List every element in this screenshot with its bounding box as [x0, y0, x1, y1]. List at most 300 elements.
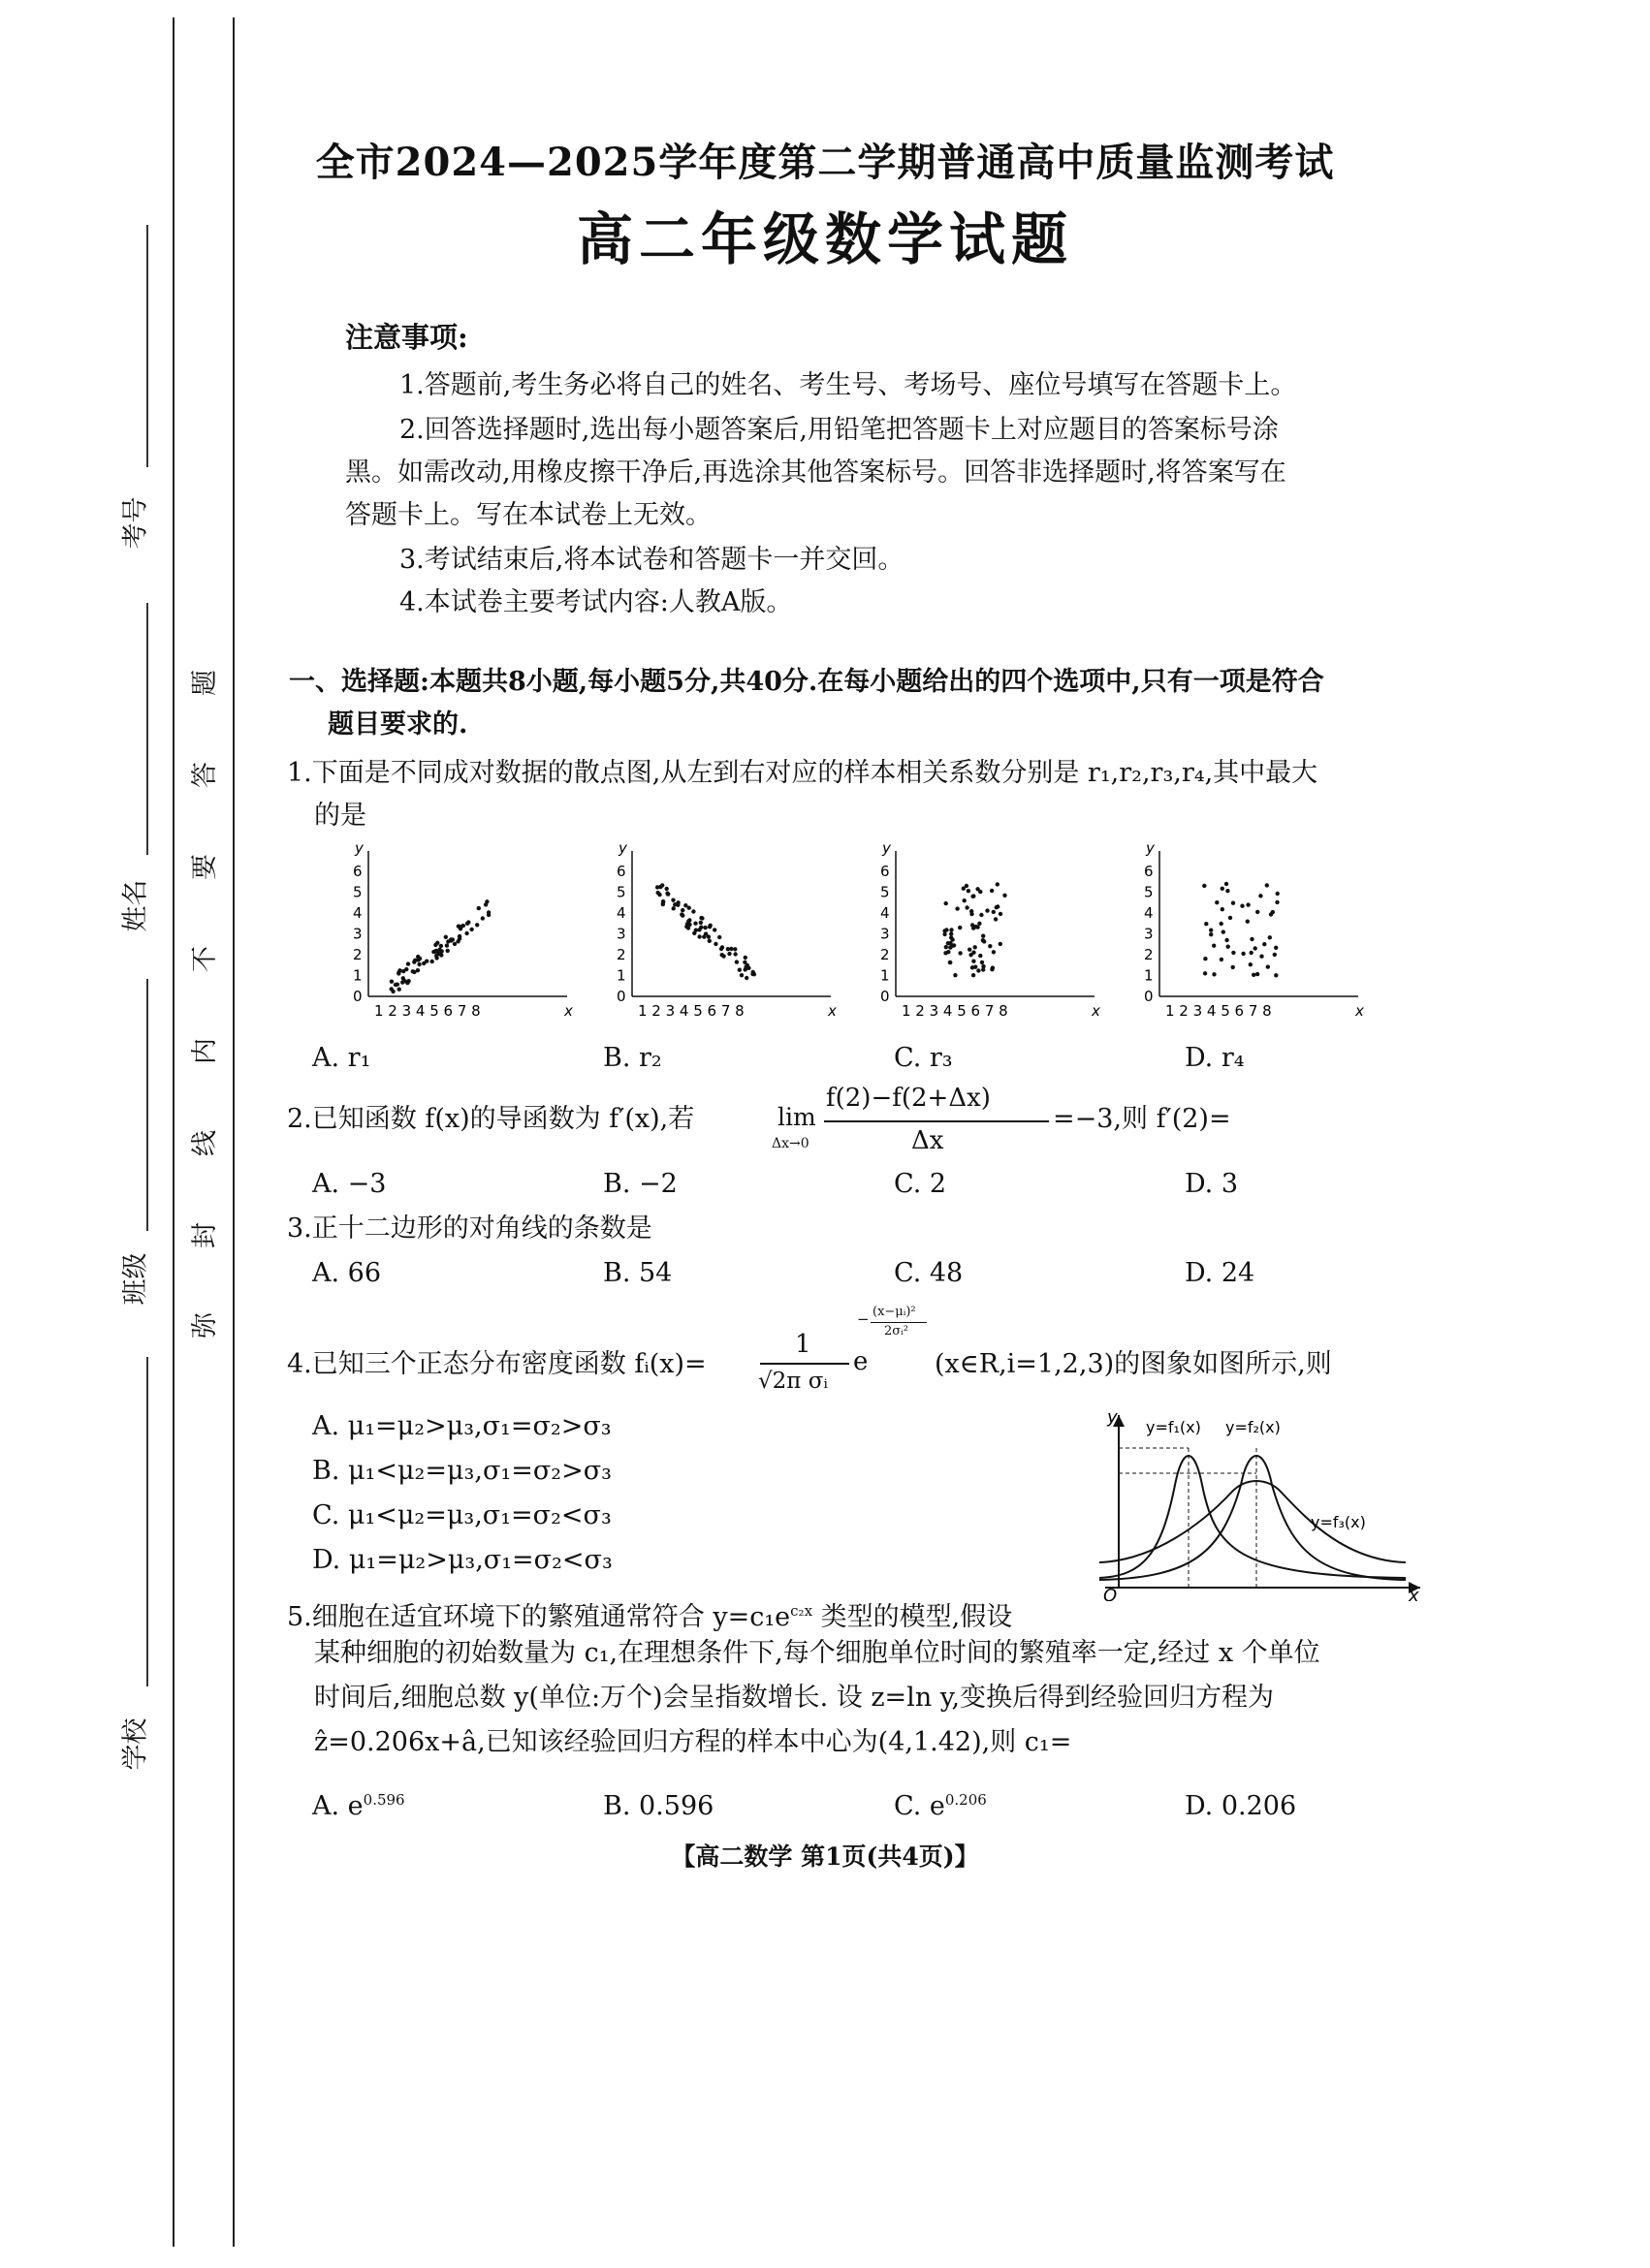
seal-char: 线 — [190, 1130, 220, 1156]
scatter-point — [397, 968, 401, 972]
scatter-point — [1249, 962, 1253, 966]
q5-line1-pre: 5.细胞在适宜环境下的繁殖通常符合 y=c₁e — [287, 1602, 791, 1632]
scatter-point — [1225, 889, 1229, 893]
margin-line-right — [233, 17, 235, 2247]
notice-line: 答题卡上。写在本试卷上无效。 — [345, 500, 712, 530]
page-footer: 【高二数学 第1页(共4页)】 — [671, 1843, 979, 1871]
scatter-point — [1266, 964, 1270, 968]
scatter-point — [422, 961, 426, 965]
scatter-point — [946, 950, 950, 954]
scatter-point — [396, 983, 399, 987]
q3-stem: 3.正十二边形的对角线的条数是 — [287, 1213, 652, 1244]
q2-fraction-bar — [824, 1120, 1049, 1122]
scatter-point — [1246, 902, 1250, 906]
scatter-point — [944, 901, 948, 905]
scatter-point — [1231, 965, 1235, 969]
label-kaohao: 考号 — [120, 496, 151, 550]
q4-label-f1: y=f₁(x) — [1146, 1418, 1201, 1436]
scatter-point — [699, 921, 703, 925]
scatter-point — [999, 942, 1002, 946]
scatter-point — [719, 947, 723, 951]
scatter-point — [968, 953, 972, 957]
scatter-point — [457, 925, 460, 929]
scatter-point — [1002, 894, 1006, 898]
scatter-point — [1203, 957, 1207, 961]
q3-option-d[interactable]: D. 24 — [1185, 1258, 1255, 1288]
scatter-point — [727, 952, 731, 956]
scatter-ytick-label: 5 — [353, 883, 363, 901]
scatter-point — [971, 894, 975, 898]
q5-option-c-label: C. e — [894, 1791, 945, 1821]
scatter-point — [671, 898, 675, 902]
scatter-point — [446, 949, 450, 953]
scatter-point — [949, 928, 953, 931]
scatter-point — [691, 909, 695, 913]
notice-line: 3.考试结束后,将本试卷和答题卡一并交回。 — [399, 545, 904, 575]
q2-lim: lim — [777, 1103, 816, 1131]
q5-option-d[interactable] — [1185, 1791, 1296, 1821]
scatter-point — [746, 966, 750, 970]
scatter-axis-y-label: y — [619, 839, 627, 857]
scatter-ytick-label: 4 — [353, 904, 363, 922]
scatter-point — [405, 981, 409, 985]
scatter-point — [1202, 884, 1206, 888]
scatter-point — [963, 898, 967, 902]
q2-stem-prefix: 2.已知函数 f(x)的导函数为 f′(x),若 — [287, 1104, 695, 1134]
scatter-point — [449, 937, 453, 941]
scatter-point — [656, 891, 660, 895]
q4-axis-x-label: x — [1409, 1586, 1419, 1601]
scatter-point — [729, 947, 733, 951]
scatter-point — [973, 965, 977, 969]
scatter-point — [968, 948, 971, 952]
notice-line: 4.本试卷主要考试内容:人教A版。 — [399, 587, 793, 617]
scatter-plot-1 — [353, 839, 573, 1020]
scatter-point — [976, 968, 980, 972]
scatter-point — [1220, 922, 1223, 926]
scatter-point — [700, 916, 704, 920]
scatter-point — [744, 956, 747, 960]
scatter-point — [461, 924, 465, 928]
notice-line: 1.答题前,考生务必将自己的姓名、考生号、考场号、座位号填写在答题卡上。 — [399, 370, 1297, 400]
scatter-point — [717, 935, 721, 939]
scatter-point — [988, 944, 992, 948]
label-banji: 班级 — [120, 1252, 151, 1306]
margin-line-left — [173, 17, 175, 2247]
scatter-point — [992, 950, 996, 954]
scatter-point — [1224, 938, 1228, 942]
exam-subtitle: 高二年级数学试题 — [576, 206, 1073, 272]
q4-option-c[interactable]: C. μ₁<μ₂=μ₃,σ₁=σ₂<σ₃ — [312, 1500, 612, 1530]
scatter-point — [979, 913, 983, 917]
scatter-point — [950, 943, 954, 947]
scatter-point — [1253, 946, 1257, 950]
scatter-point — [1255, 972, 1259, 976]
scatter-point — [686, 919, 690, 923]
scatter-point — [693, 922, 697, 926]
scatter-point — [991, 965, 995, 969]
q1-scatter-plots — [330, 839, 1377, 1033]
scatter-point — [996, 882, 1000, 886]
scatter-ytick-label: 2 — [1144, 946, 1154, 963]
q5-line4: ẑ=0.206x+â,已知该经验回归方程的样本中心为(4,1.42),则 c₁= — [314, 1727, 1072, 1757]
scatter-point — [703, 926, 707, 929]
q1-stem: 1.下面是不同成对数据的散点图,从左到右对应的样本相关系数分别是 r₁,r₂,r₃,r₄,其中最大 — [287, 758, 1318, 788]
seal-char: 要 — [190, 854, 220, 880]
scatter-point — [435, 941, 439, 945]
q1-option-d[interactable]: D. r₄ — [1185, 1043, 1245, 1073]
scatter-ytick-label: 1 — [353, 966, 363, 985]
scatter-point — [948, 961, 952, 964]
scatter-point — [1252, 973, 1255, 977]
q4-origin-label: O — [1103, 1586, 1118, 1601]
scatter-ytick-label: 1 — [617, 966, 626, 985]
scatter-plot-4 — [1144, 839, 1364, 1020]
q5-option-b[interactable] — [603, 1791, 714, 1821]
scatter-point — [412, 970, 416, 974]
scatter-point — [417, 962, 421, 966]
scatter-point — [733, 952, 737, 956]
scatter-point — [1212, 944, 1216, 948]
q5-line1-sup: c₂x — [790, 1602, 813, 1620]
seal-char: 内 — [190, 1038, 220, 1064]
scatter-point — [1228, 916, 1232, 920]
scatter-point — [1250, 951, 1253, 955]
scatter-point — [962, 887, 966, 891]
scatter-ytick-label: 2 — [880, 946, 890, 963]
q2-stem-suffix: =−3,则 f′(2)= — [1053, 1104, 1231, 1134]
notice-heading: 注意事项: — [345, 321, 468, 354]
scatter-point — [465, 922, 469, 926]
q5-option-c[interactable] — [894, 1791, 987, 1821]
scatter-point — [967, 889, 970, 893]
scatter-ytick-label: 0 — [1144, 988, 1154, 1005]
q5-line1-post: 类型的模型,假设 — [812, 1602, 1013, 1632]
scatter-axis-y-label: y — [1146, 839, 1155, 857]
scatter-point — [672, 906, 676, 910]
scatter-point — [1231, 901, 1235, 905]
scatter-point — [683, 903, 687, 907]
scatter-point — [965, 905, 968, 909]
scatter-point — [978, 954, 982, 958]
scatter-point — [439, 944, 443, 948]
scatter-point — [439, 953, 443, 957]
q4-normal-graph — [1086, 1407, 1425, 1601]
scatter-point — [1274, 973, 1278, 977]
q2-option-a[interactable]: A. −3 — [312, 1169, 387, 1199]
scatter-point — [406, 961, 410, 965]
scatter-point — [481, 916, 485, 920]
q4-label-f2: y=f₂(x) — [1225, 1418, 1281, 1436]
q2-option-d[interactable]: D. 3 — [1185, 1169, 1239, 1199]
scatter-point — [444, 935, 448, 939]
scatter-point — [994, 917, 998, 921]
scatter-point — [1215, 900, 1219, 904]
scatter-point — [702, 934, 706, 938]
scatter-axis-y-label: y — [882, 839, 891, 857]
scatter-point — [1262, 942, 1266, 946]
scatter-point — [697, 934, 701, 938]
scatter-point — [969, 909, 973, 913]
q2-option-b[interactable]: B. −2 — [603, 1169, 678, 1199]
scatter-point — [971, 973, 975, 977]
scatter-ytick-label: 4 — [617, 904, 626, 922]
scatter-point — [944, 945, 948, 949]
scatter-axis-x-label: x — [1355, 1002, 1364, 1020]
q4-denominator: √2π σᵢ — [758, 1369, 829, 1394]
q1-option-b[interactable]: B. r₂ — [603, 1043, 662, 1073]
q1-option-c[interactable]: C. r₃ — [894, 1043, 953, 1073]
scatter-point — [714, 942, 717, 946]
q4-exp-bar — [871, 1322, 927, 1323]
label-xuexiao: 学校 — [120, 1717, 151, 1771]
scatter-axis-y-label: y — [355, 839, 364, 857]
scatter-point — [475, 923, 479, 927]
notice-line: 黑。如需改动,用橡皮擦干净后,再选涂其他答案标号。回答非选择题时,将答案写在 — [345, 457, 1286, 488]
scatter-point — [975, 887, 979, 891]
scatter-point — [412, 960, 416, 963]
scatter-point — [1222, 929, 1225, 933]
scatter-point — [721, 954, 725, 958]
scatter-point — [980, 961, 984, 964]
seal-char: 封 — [190, 1222, 220, 1248]
scatter-point — [484, 902, 488, 906]
q4-exp-sign: − — [857, 1310, 870, 1328]
scatter-point — [738, 968, 742, 972]
scatter-point — [709, 924, 713, 928]
scatter-point — [1246, 920, 1250, 924]
scatter-point — [453, 942, 457, 946]
scatter-point — [733, 947, 737, 951]
scatter-point — [949, 935, 953, 939]
q4-option-b[interactable]: B. μ₁<μ₂=μ₃,σ₁=σ₂>σ₃ — [312, 1456, 612, 1486]
q2-denominator: Δx — [911, 1126, 944, 1155]
scatter-point — [1221, 887, 1224, 891]
scatter-plot-3 — [880, 839, 1100, 1020]
section-heading: 一、选择题:本题共8小题,每小题5分,共40分.在每小题给出的四个选项中,只有一项是符合 — [289, 667, 1324, 697]
scatter-point — [1265, 883, 1269, 887]
scatter-point — [1275, 900, 1279, 904]
q2-lim-sub: Δx→0 — [772, 1136, 809, 1151]
scatter-point — [990, 889, 994, 893]
scatter-point — [977, 922, 981, 926]
blank-banji[interactable] — [146, 979, 148, 1231]
scatter-point — [996, 904, 1000, 908]
blank-xingming[interactable] — [146, 603, 148, 855]
scatter-point — [1221, 907, 1224, 911]
scatter-ytick-label: 6 — [617, 863, 626, 880]
scatter-point — [992, 910, 996, 914]
q4-option-d[interactable]: D. μ₁=μ₂>μ₃,σ₁=σ₂<σ₃ — [312, 1545, 613, 1575]
q1-stem-cont: 的是 — [314, 801, 366, 831]
scatter-ytick-label: 1 — [1144, 966, 1154, 985]
q4-axis-y-label: y — [1107, 1407, 1118, 1428]
scatter-point — [391, 990, 395, 993]
q4-e: e — [853, 1347, 869, 1376]
scatter-point — [1274, 946, 1278, 950]
scatter-point — [1255, 910, 1259, 914]
scatter-point — [982, 939, 986, 943]
q4-label-f3: y=f₃(x) — [1311, 1513, 1366, 1531]
q4-exp-num: (x−μᵢ)² — [873, 1305, 916, 1319]
scatter-point — [740, 973, 744, 977]
scatter-point — [666, 892, 670, 896]
seal-char: 题 — [190, 670, 220, 696]
scatter-point — [1220, 958, 1223, 961]
scatter-point — [434, 956, 438, 960]
scatter-point — [445, 943, 449, 947]
scatter-point — [958, 926, 962, 929]
scatter-ytick-label: 0 — [880, 988, 890, 1005]
scatter-point — [1241, 952, 1245, 956]
scatter-point — [955, 906, 959, 910]
scatter-point — [1273, 953, 1277, 957]
scatter-ytick-label: 6 — [1144, 863, 1154, 880]
scatter-point — [1240, 904, 1244, 908]
scatter-point — [390, 980, 394, 984]
scatter-point — [944, 928, 948, 931]
scatter-point — [401, 969, 405, 973]
scatter-point — [981, 967, 985, 971]
scatter-point — [735, 960, 739, 963]
scatter-ytick-label: 4 — [1144, 904, 1154, 922]
scatter-point — [1268, 935, 1272, 939]
scatter-point — [416, 955, 420, 959]
scatter-axis-x-label: x — [564, 1002, 573, 1020]
scatter-plot-2 — [617, 839, 837, 1020]
scatter-point — [970, 923, 974, 927]
notice-line: 2.回答选择题时,选出每小题答案后,用铅笔把答题卡上对应题目的答案标号涂 — [399, 415, 1279, 445]
scatter-ytick-label: 5 — [880, 883, 890, 901]
q1-option-a[interactable]: A. r₁ — [312, 1043, 371, 1073]
scatter-point — [953, 973, 957, 977]
q5-option-a[interactable] — [312, 1791, 405, 1821]
scatter-ytick-label: 2 — [353, 946, 363, 963]
blank-xuexiao[interactable] — [146, 1357, 148, 1686]
scatter-point — [743, 961, 746, 964]
scatter-point — [1250, 937, 1253, 941]
q5-option-c-sup: 0.206 — [944, 1791, 987, 1809]
scatter-point — [458, 934, 461, 938]
scatter-point — [464, 931, 468, 935]
scatter-axis-x-label: x — [1092, 1002, 1100, 1020]
q2-numerator: f(2)−f(2+Δx) — [826, 1084, 991, 1113]
scatter-point — [681, 913, 684, 917]
scatter-point — [985, 908, 989, 912]
scatter-ytick-label: 6 — [880, 863, 890, 880]
scatter-point — [676, 903, 680, 907]
q4-numerator: 1 — [795, 1330, 811, 1359]
label-xingming: 姓名 — [120, 879, 151, 932]
scatter-point — [397, 988, 401, 992]
scatter-ytick-label: 0 — [617, 988, 626, 1005]
scatter-point — [1269, 912, 1273, 916]
scatter-point — [1203, 971, 1207, 975]
q2-option-c[interactable]: C. 2 — [894, 1169, 947, 1199]
q5-line3: 时间后,细胞总数 y(单位:万个)会呈指数增长. 设 z=ln y,变换后得到经验回归方程为 — [314, 1683, 1275, 1713]
exam-title: 全市2024—2025学年度第二学期普通高中质量监测考试 — [315, 140, 1335, 185]
scatter-point — [477, 906, 481, 910]
scatter-ytick-label: 5 — [617, 883, 626, 901]
seal-char: 不 — [190, 946, 220, 972]
scatter-point — [942, 932, 946, 936]
scatter-point — [692, 931, 696, 935]
scatter-point — [1212, 972, 1216, 976]
scatter-ytick-label: 5 — [1144, 883, 1154, 901]
q4-stem-suffix: (x∈R,i=1,2,3)的图象如图所示,则 — [935, 1349, 1332, 1379]
scatter-point — [971, 960, 975, 963]
scatter-point — [751, 970, 755, 974]
scatter-ytick-label: 3 — [353, 925, 363, 943]
q5-option-b-label: B. 0.596 — [603, 1791, 714, 1821]
scatter-point — [658, 885, 662, 889]
scatter-point — [999, 912, 1002, 916]
scatter-point — [699, 926, 703, 929]
q4-fraction-bar — [760, 1363, 849, 1365]
scatter-point — [1259, 955, 1263, 959]
q3-option-b[interactable]: B. 54 — [603, 1258, 673, 1288]
scatter-point — [681, 908, 684, 912]
scatter-ytick-label: 3 — [617, 925, 626, 943]
scatter-ytick-label: 3 — [1144, 925, 1154, 943]
q5-line2: 某种细胞的初始数量为 c₁,在理想条件下,每个细胞单位时间的繁殖率一定,经过 x 个单位 — [314, 1638, 1320, 1668]
seal-char: 答 — [190, 762, 220, 788]
scatter-xtick-labels: 1 2 3 4 5 6 7 8 — [638, 1002, 745, 1020]
scatter-ytick-label: 1 — [880, 966, 890, 985]
scatter-xtick-labels: 1 2 3 4 5 6 7 8 — [374, 1002, 481, 1020]
scatter-ytick-label: 3 — [880, 925, 890, 943]
scatter-point — [1224, 882, 1228, 886]
scatter-xtick-labels: 1 2 3 4 5 6 7 8 — [902, 1002, 1008, 1020]
q5-option-d-label: D. 0.206 — [1185, 1791, 1297, 1821]
seal-char: 弥 — [190, 1312, 220, 1339]
scatter-point — [713, 928, 716, 931]
scatter-point — [1231, 951, 1235, 955]
scatter-point — [973, 945, 977, 949]
q4-option-a[interactable]: A. μ₁=μ₂>μ₃,σ₁=σ₂>σ₃ — [312, 1411, 612, 1441]
section-heading-cont: 题目要求的. — [328, 709, 468, 740]
q5-option-a-label: A. e — [312, 1791, 364, 1821]
scatter-xtick-labels: 1 2 3 4 5 6 7 8 — [1165, 1002, 1272, 1020]
scatter-point — [1226, 945, 1230, 949]
q3-option-c[interactable]: C. 48 — [894, 1258, 964, 1288]
scatter-axis-x-label: x — [828, 1002, 837, 1020]
scatter-point — [1209, 929, 1213, 932]
scatter-point — [1204, 922, 1208, 926]
scatter-ytick-label: 0 — [353, 988, 363, 1005]
scatter-point — [1209, 932, 1213, 936]
scatter-ytick-label: 6 — [353, 863, 363, 880]
q3-option-a[interactable]: A. 66 — [312, 1258, 382, 1288]
scatter-ytick-label: 2 — [617, 946, 626, 963]
scatter-point — [661, 899, 665, 903]
scatter-point — [745, 976, 748, 980]
scatter-point — [958, 951, 962, 955]
q4-stem-prefix: 4.已知三个正态分布密度函数 fᵢ(x)= — [287, 1349, 707, 1379]
scatter-point — [430, 960, 434, 963]
scatter-point — [487, 910, 491, 914]
scatter-ytick-label: 4 — [880, 904, 890, 922]
q5-option-a-sup: 0.596 — [363, 1791, 405, 1809]
scatter-point — [708, 939, 712, 943]
q4-exp-den: 2σᵢ² — [884, 1324, 908, 1339]
scatter-point — [437, 948, 441, 952]
scatter-point — [981, 934, 985, 938]
scatter-point — [469, 928, 473, 931]
scatter-point — [1258, 894, 1262, 898]
scatter-point — [1276, 892, 1280, 896]
scatter-point — [949, 931, 953, 935]
